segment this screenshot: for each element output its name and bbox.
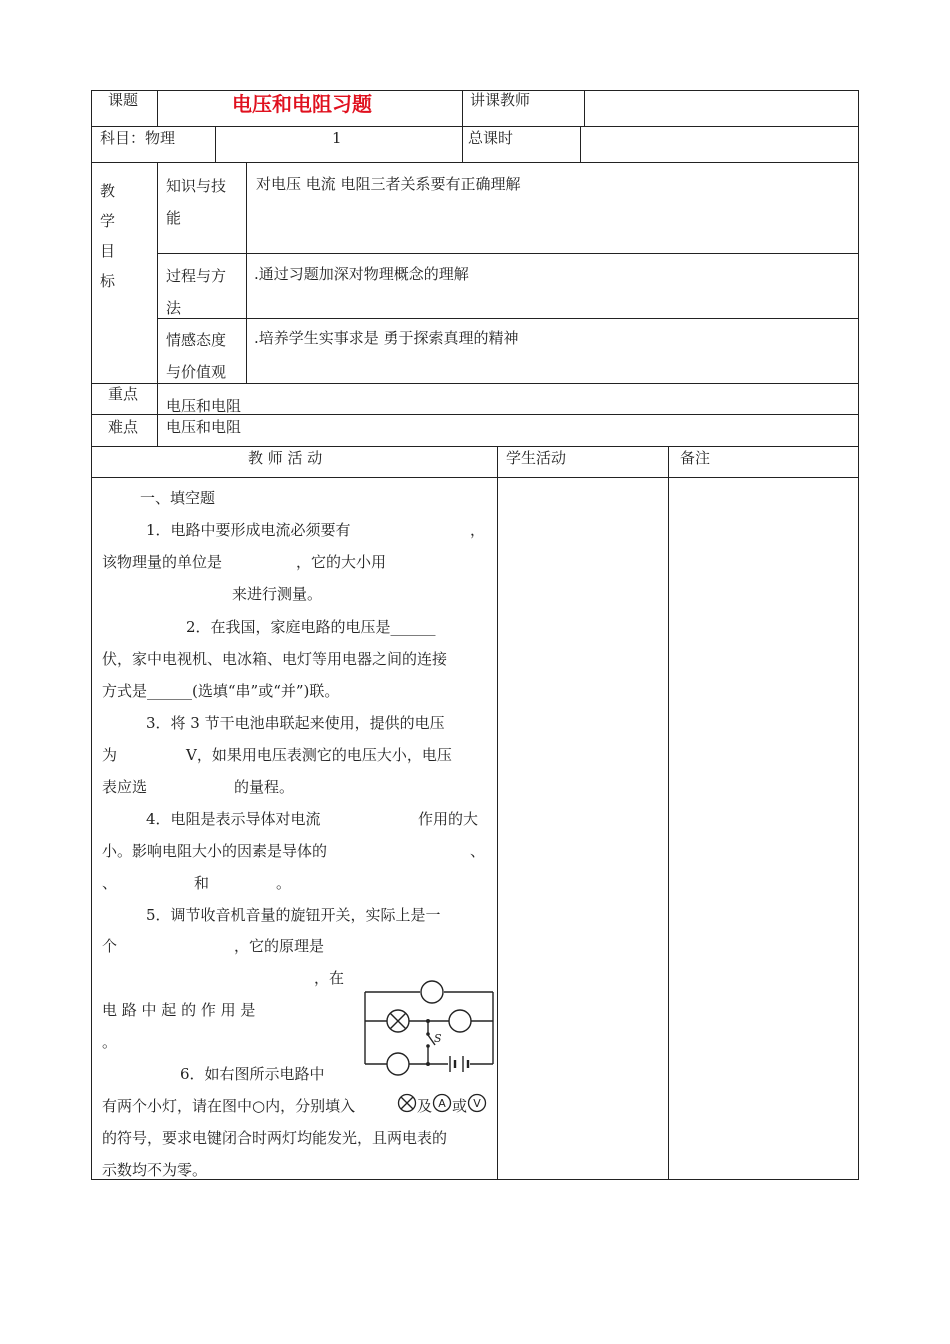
objective-label-line: 法: [166, 299, 182, 317]
question-3-line: 3．将 3 节干电池串联起来使用，提供的电压: [146, 714, 445, 732]
key-point-label: 重点: [108, 385, 139, 403]
teacher-label: 讲课教师: [470, 91, 531, 109]
objective-label-line: 能: [166, 209, 182, 227]
teacher-activity-header: 教 师 活 动: [248, 449, 323, 467]
total-hours-label: 总课时: [468, 129, 514, 147]
middle-meter-slot-icon: [449, 1010, 471, 1032]
question-3-line: 为: [102, 746, 118, 764]
objectives-char: 标: [100, 272, 116, 290]
question-4-line: 4．电阻是表示导体对电流: [146, 810, 321, 828]
lamp-symbol-icon: [397, 1093, 417, 1113]
question-5-line: ，在: [314, 969, 345, 987]
question-3-line: V，如果用电压表测它的电压大小，电压: [186, 746, 452, 764]
topic-label: 课题: [108, 91, 139, 109]
question-1-line: 该物理量的单位是: [102, 553, 223, 571]
question-3-line: 表应选: [102, 778, 148, 796]
question-4-line: 和: [194, 874, 210, 892]
battery-icon: [450, 1056, 468, 1072]
ammeter-symbol-icon: [432, 1093, 452, 1113]
objectives-char: 目: [100, 242, 116, 260]
question-1-line: ，它的大小用: [296, 553, 387, 571]
question-5-line: 。: [102, 1033, 118, 1051]
question-2-line: 2．在我国，家庭电路的电压是______: [186, 618, 436, 636]
question-6-line: 或: [452, 1097, 468, 1115]
question-3-line: 的量程。: [234, 778, 295, 796]
voltmeter-symbol-icon: [467, 1093, 487, 1113]
bottom-meter-slot-icon: [387, 1053, 409, 1075]
question-4-line: 、: [470, 842, 486, 860]
svg-text:V: V: [473, 1097, 481, 1110]
question-5-line: 电 路 中 起 的 作 用 是: [102, 1001, 256, 1019]
question-1-line: 来进行测量。: [232, 585, 323, 603]
question-6-line: 及: [417, 1097, 433, 1115]
objective-content-knowledge: 对电压 电流 电阻三者关系要有正确理解: [256, 175, 521, 193]
difficulty-label: 难点: [108, 418, 139, 436]
objective-content-process: .通过习题加深对物理概念的理解: [254, 265, 469, 283]
top-meter-slot-icon: [421, 981, 443, 1003]
question-4-line: 小。影响电阻大小的因素是导体的: [102, 842, 328, 860]
objectives-char: 学: [100, 212, 116, 230]
svg-text:S: S: [434, 1032, 442, 1045]
subject-label: 科目：物理: [100, 129, 176, 147]
question-6-line: 有两个小灯，请在图中○内，分别填入: [102, 1097, 356, 1115]
question-5-line: ，它的原理是: [234, 937, 325, 955]
notes-header: 备注: [680, 449, 711, 467]
question-5-line: 个: [102, 937, 118, 955]
question-4-line: 。: [276, 874, 292, 892]
lamp-icon: [387, 1010, 409, 1032]
question-6-line: 示数均不为零。: [102, 1161, 208, 1179]
objective-label-knowledge: [166, 170, 226, 234]
key-point-content: 电压和电阻: [166, 397, 242, 415]
objectives-section-label: [100, 176, 120, 296]
objective-label-line: 过程与方: [166, 267, 227, 285]
objectives-char: 教: [100, 182, 116, 200]
objective-label-line: 与价值观: [166, 363, 227, 381]
difficulty-content: 电压和电阻: [166, 418, 242, 436]
question-4-line: 作用的大: [418, 810, 479, 828]
student-activity-header: 学生活动: [506, 449, 567, 467]
question-1-line: 1．电路中要形成电流必须要有: [146, 521, 351, 539]
question-1-comma: ，: [470, 521, 486, 539]
question-4-line: 、: [102, 874, 118, 892]
question-5-line: 5．调节收音机音量的旋钮开关，实际上是一: [146, 906, 441, 924]
objective-label-line: 知识与技: [166, 177, 227, 195]
page-title: 电压和电阻习题: [232, 92, 372, 116]
period-count: 1: [332, 129, 342, 147]
question-2-line: 伏，家中电视机、电冰箱、电灯等用电器之间的连接: [102, 650, 448, 668]
circuit-diagram: [360, 978, 496, 1076]
question-6-line: 6．如右图所示电路中: [180, 1065, 325, 1083]
objective-label-line: 情感态度: [166, 331, 227, 349]
objective-content-attitude: .培养学生实事求是 勇于探索真理的精神: [254, 329, 519, 347]
question-2-line: 方式是______(选填“串”或“并”)联。: [102, 682, 340, 700]
objective-label-process: [166, 260, 226, 324]
section-title: 一、填空题: [140, 489, 216, 507]
objective-label-attitude: [166, 324, 226, 388]
question-6-line: 的符号，要求电键闭合时两灯均能发光，且两电表的: [102, 1129, 448, 1147]
svg-text:A: A: [438, 1097, 446, 1110]
